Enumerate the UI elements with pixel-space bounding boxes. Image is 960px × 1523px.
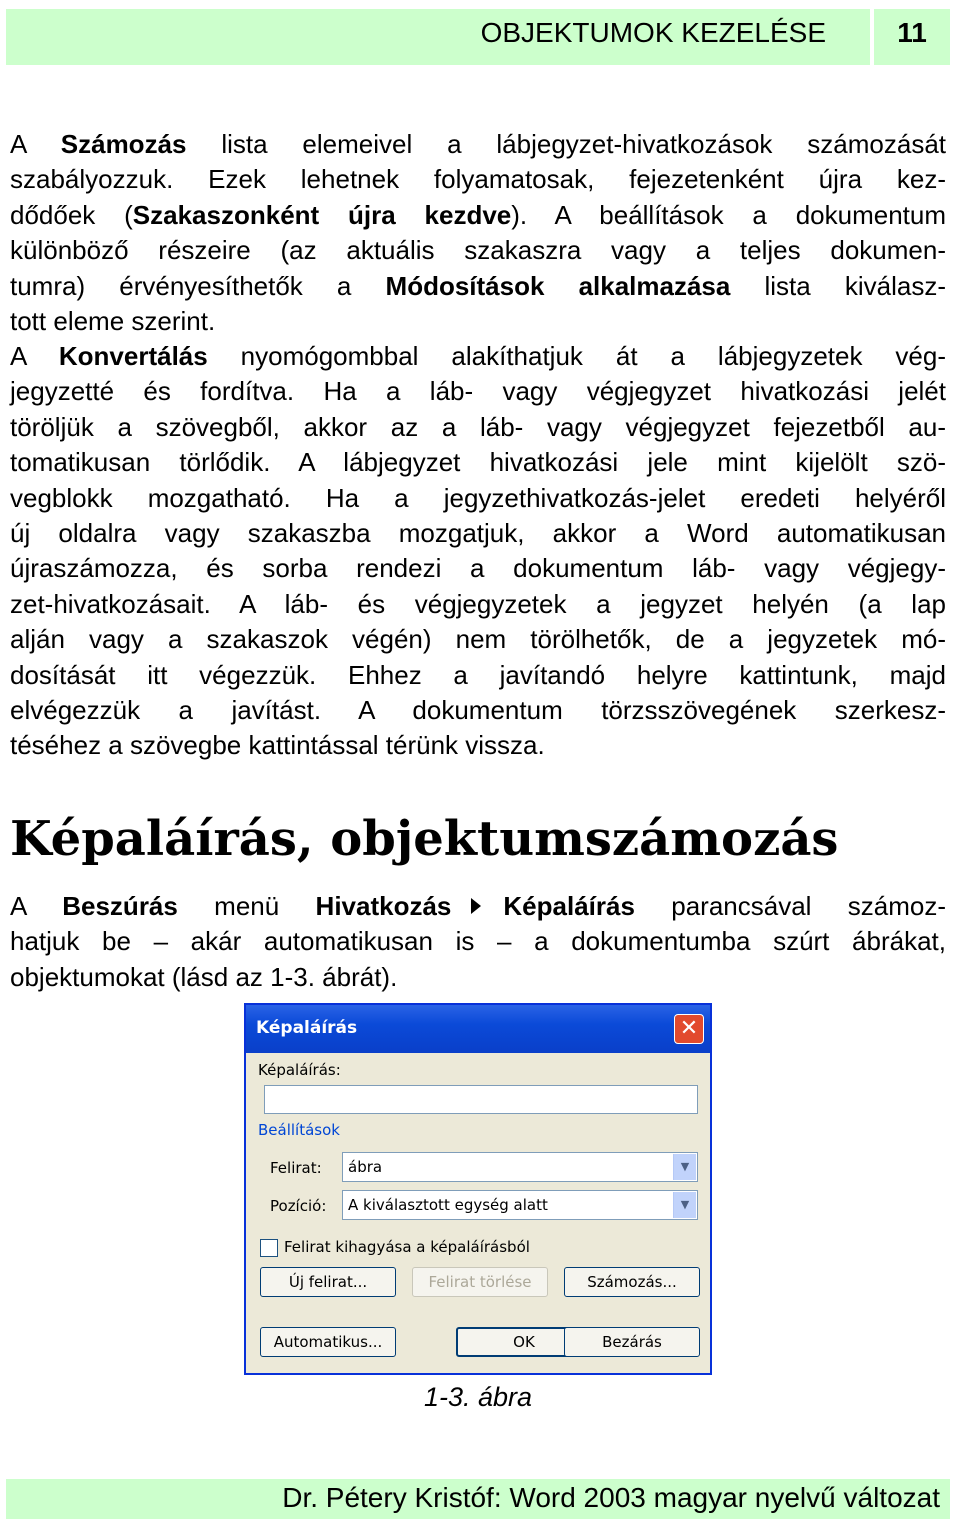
text-line: dődőek (Szakaszonként újra kezdve). A beállítások a dokumentum xyxy=(10,199,946,230)
text-line: új oldalra vagy szakaszba mozgatjuk, akkor a Word automatikusan xyxy=(10,517,946,548)
text-line: tumra) érvényesíthetők a Módosítások alkalmazása lista kiválasz- xyxy=(10,270,946,301)
text-line: dosítását itt végezzük. Ehhez a javítandó helyre kattintunk, majd xyxy=(10,659,946,690)
caption-dialog xyxy=(244,1003,712,1375)
text-line: szabályozzuk. Ezek lehetnek folyamatosak, fejezetenként újra kez- xyxy=(10,164,946,195)
page-number: 11 xyxy=(897,17,927,48)
text-line: vegblokk mozgatható. Ha a jegyzethivatkozás-jelet eredeti helyéről xyxy=(10,482,946,513)
numbering-button[interactable]: Számozás... xyxy=(564,1267,700,1297)
autocaption-button[interactable]: Automatikus... xyxy=(260,1327,396,1357)
figure-caption: 1-3. ábra xyxy=(423,1382,533,1412)
settings-group-label: Beállítások xyxy=(258,1121,340,1139)
paragraph-numbering xyxy=(10,127,946,339)
text-line: hatjuk be – akár automatikusan is – a dokumentumba szúrt ábrákat, xyxy=(10,926,946,957)
text-line: alján vagy a szakaszok végén) nem törölhetők, de a jegyzetek mó- xyxy=(10,624,946,655)
chapter-title: OBJEKTUMOK KEZELÉSE xyxy=(480,17,826,48)
text-line: jegyzetté és fordítva. Ha a láb- vagy végjegyzet hivatkozási jelét xyxy=(10,376,946,407)
text-line: zet-hivatkozásait. A láb- és végjegyzetek a jegyzet helyén (a lap xyxy=(10,588,946,619)
position-select-value: A kiválasztott egység alatt xyxy=(348,1196,548,1214)
text-line: töröljük a szövegből, akkor az a láb- vagy végjegyzet fejezetből au- xyxy=(10,411,946,442)
close-icon[interactable]: ✕ xyxy=(674,1014,704,1044)
chevron-down-icon[interactable]: ▼ xyxy=(673,1192,696,1218)
text-line: tomatikusan törlődik. A lábjegyzet hivatkozási jele mint kijelölt szö- xyxy=(10,447,946,478)
text-line: objektumokat (lásd az 1-3. ábrát). xyxy=(10,961,398,992)
label-select[interactable] xyxy=(342,1152,698,1182)
text-line: tott eleme szerint. xyxy=(10,305,216,336)
text-line: A Beszúrás menü Hivatkozás Képaláírás parancsával számoz- xyxy=(10,891,946,921)
position-select[interactable] xyxy=(342,1190,698,1220)
dialog-title: Képaláírás xyxy=(256,1018,358,1038)
footer-text: Dr. Pétery Kristóf: Word 2003 magyar nyelvű változat xyxy=(282,1482,940,1513)
section-heading: Képaláírás, objektumszámozás xyxy=(10,811,839,867)
text-line: újraszámozza, és sorba rendezi a dokumentum láb- vagy végjegy- xyxy=(10,553,946,584)
exclude-label-checkbox[interactable] xyxy=(260,1239,278,1257)
text-line: különböző részeire (az aktuális szakaszra vagy a teljes dokumen- xyxy=(10,235,946,266)
text-line: elvégezzük a javítást. A dokumentum törzsszövegének szerkesz- xyxy=(10,694,946,725)
ok-button[interactable]: OK xyxy=(456,1327,592,1357)
delete-label-button[interactable]: Felirat törlése xyxy=(412,1267,548,1297)
exclude-label-checkbox-label: Felirat kihagyása a képaláírásból xyxy=(284,1238,530,1256)
paragraph-caption-intro xyxy=(10,889,946,995)
chevron-down-icon[interactable]: ▼ xyxy=(673,1154,696,1180)
menu-arrow-icon xyxy=(471,898,481,914)
dialog-titlebar[interactable] xyxy=(246,1005,710,1053)
page-header xyxy=(6,9,950,65)
new-label-button[interactable]: Új felirat... xyxy=(260,1267,396,1297)
paragraph-convert xyxy=(10,339,946,764)
caption-input[interactable] xyxy=(264,1085,698,1114)
text-line: téséhez a szövegbe kattintással térünk vissza. xyxy=(10,730,545,761)
label-select-value: ábra xyxy=(348,1158,383,1176)
close-button[interactable]: Bezárás xyxy=(564,1327,700,1357)
text-line: A Számozás lista elemeivel a lábjegyzet-hivatkozások számozását xyxy=(10,129,946,159)
label-field-label: Felirat: xyxy=(270,1159,322,1177)
page-footer xyxy=(6,1479,950,1519)
position-field-label: Pozíció: xyxy=(270,1197,327,1215)
text-line: A Konvertálás nyomógombbal alakíthatjuk át a lábjegyzetek vég- xyxy=(10,341,946,371)
caption-label: Képaláírás: xyxy=(258,1061,341,1079)
